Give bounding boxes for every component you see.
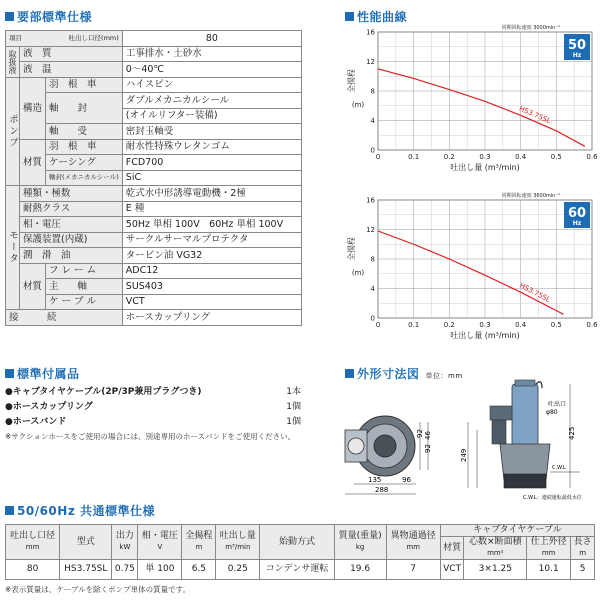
y-axis-label: 全揚程 [347, 237, 356, 261]
impeller-value: ハイスピン [122, 77, 301, 93]
x-tick-label: 0.5 [550, 321, 562, 329]
outline-drawing [340, 378, 595, 503]
common-spec-note: ※表示質量は、ケーブルを除くポンプ単体の質量です。 [5, 585, 191, 594]
group-material: 材質 [20, 139, 46, 186]
col-cable-od: 仕上外径 mm [527, 537, 571, 560]
spec-section-title: 要部標準仕様 [5, 8, 92, 25]
frame-label: フ レ ー ム [46, 263, 123, 279]
header-item-label: 項目 [9, 33, 22, 42]
insulation-label: 耐熱クラス [20, 201, 123, 217]
insulation-value: E 種 [122, 201, 301, 217]
x-tick-label: 0 [375, 153, 381, 161]
table-row [6, 560, 595, 580]
cell-outlet: 80 [6, 560, 60, 580]
phi80-label: φ80 [546, 409, 558, 416]
x-tick-label: 0.4 [515, 321, 527, 329]
lubricant-label: 潤 滑 油 [20, 248, 123, 264]
y-tick-label: 12 [366, 226, 375, 234]
dim-425: 425 [568, 426, 576, 440]
x-tick-label: 0.1 [408, 321, 420, 329]
accessory-label: ●ホースバンド [5, 417, 67, 427]
motor-type-label: 種類・極数 [20, 186, 123, 202]
x-tick-label: 0.5 [550, 153, 562, 161]
col-cable-cores: 心数×断面積 mm² [464, 537, 527, 560]
discharge-label: 吐出口 [548, 401, 567, 408]
cable-label: ケ ー ブ ル [46, 294, 123, 310]
dim-92: 92 [416, 429, 424, 438]
common-spec-title: 50/60Hz 共通標準仕様 [5, 502, 155, 519]
shaft-seal-label: 軸 封 [46, 93, 123, 124]
lubricant-value: タービン油 VG32 [122, 248, 301, 264]
phase-value: 50Hz 単相 100V 60Hz 単相 100V [122, 217, 301, 233]
y-tick-label: 8 [370, 87, 375, 96]
drawing-section-title: 外形寸法図 単位：mm [345, 365, 463, 382]
y-tick-label: 16 [366, 28, 375, 37]
bearing-value: 密封玉軸受 [122, 124, 301, 140]
motor-type-value: 乾式水中形誘導電動機・2極 [122, 186, 301, 202]
frequency-badge-value: 60 [567, 206, 587, 221]
cell-head: 6.5 [182, 560, 216, 580]
series-label: HS3.75SL [517, 104, 552, 126]
col-phase: 相・電圧 V [138, 525, 182, 560]
group-structure: 構造 [20, 77, 46, 139]
x-tick-label: 0.4 [515, 153, 527, 161]
liquid-quality-value: 工事排水・土砂水 [122, 46, 301, 62]
shaft-seal-value: ダブルメカニカルシール [122, 93, 301, 109]
y-tick-label: 4 [370, 117, 375, 125]
frequency-badge-value: 50 [567, 38, 587, 53]
cell-cable-od: 10.1 [527, 560, 571, 580]
x-tick-label: 0.2 [443, 321, 455, 329]
frame-value: ADC12 [122, 263, 301, 279]
speed-note: 同期回転速度 3600min⁻¹ [501, 193, 560, 199]
cell-mass: 19.6 [334, 560, 386, 580]
dim-46: 46 [424, 431, 432, 440]
col-cable-length: 長さ m [571, 537, 595, 560]
performance-chart-60hz [340, 188, 598, 348]
main-shaft-value: SUS403 [122, 279, 301, 295]
accessories-section-title: 標準付属品 [5, 365, 80, 382]
col-cable-material: 材質 [440, 537, 464, 560]
x-tick-label: 0.6 [586, 153, 598, 161]
cell-cable-cores: 3×1.25 [464, 560, 527, 580]
frequency-badge-unit: Hz [572, 52, 582, 59]
cell-output: 0.75 [112, 560, 138, 580]
accessory-qty: 1個 [286, 417, 301, 427]
col-cable-group: キャブタイヤケーブル [440, 525, 594, 537]
connection-value: ホースカップリング [122, 310, 301, 326]
dim-92b: 92 [424, 444, 432, 453]
y-axis-unit: (m) [351, 269, 365, 277]
mech-seal-label: 軸封(メカニカルシール) [46, 170, 123, 186]
connection-label: 接 続 [6, 310, 123, 326]
y-axis-label: 全揚程 [347, 69, 356, 93]
impeller-material-value: 耐水性特殊ウレタンゴム [122, 139, 301, 155]
group-motor: モータ [6, 186, 20, 310]
cable-value: VCT [122, 294, 301, 310]
series-label: HS3.75SL [518, 281, 552, 305]
casing-value: FCD700 [122, 155, 301, 171]
pump-bottom-view [345, 416, 415, 476]
cell-cable-material: VCT [440, 560, 464, 580]
x-axis-label: 吐出し量 (m³/min) [450, 163, 520, 172]
cell-phase: 単 100 [138, 560, 182, 580]
accessory-item [5, 414, 301, 427]
protection-label: 保護装置(内蔵) [20, 232, 123, 248]
x-tick-label: 0.1 [408, 153, 420, 161]
spec-table [5, 30, 302, 326]
cell-model: HS3.75SL [60, 560, 112, 580]
accessory-item [5, 384, 301, 397]
speed-note: 同期回転速度 3000min⁻¹ [501, 25, 560, 31]
drawing-unit: 単位：mm [425, 372, 463, 380]
col-output: 出力 kW [112, 525, 138, 560]
cwl-mark: C.W.L [552, 465, 566, 471]
dim-135: 135 [368, 476, 382, 484]
dim-249: 249 [460, 448, 468, 462]
x-axis-label: 吐出し量 (m³/min) [450, 331, 520, 340]
cwl-note: C.W.L：連続運転最低水位 [523, 495, 582, 501]
cell-flow: 0.25 [216, 560, 260, 580]
header-outlet-value: 80 [122, 31, 301, 47]
accessory-label: ●ホースカップリング [5, 402, 93, 412]
x-tick-label: 0.2 [443, 153, 455, 161]
group-liquid: 取扱液 [6, 46, 20, 77]
col-flow: 吐出し量 m³/min [216, 525, 260, 560]
accessory-label: ●キャブタイヤケーブル(2P/3P兼用プラグつき) [5, 387, 202, 397]
common-spec-table [5, 524, 595, 580]
cell-start: コンデンサ運転 [260, 560, 334, 580]
mech-seal-value: SiC [122, 170, 301, 186]
impeller-label: 羽 根 車 [46, 77, 123, 93]
phase-label: 相・電圧 [20, 217, 123, 233]
y-tick-label: 8 [370, 255, 375, 264]
header-outlet-label: 吐出し口径(mm) [68, 33, 119, 42]
y-tick-label: 0 [370, 314, 375, 323]
accessory-qty: 1本 [286, 387, 301, 397]
col-passage: 異物通過径 mm [386, 525, 440, 560]
y-tick-label: 4 [370, 285, 375, 293]
x-tick-label: 0.6 [586, 321, 598, 329]
bearing-label: 軸 受 [46, 124, 123, 140]
accessory-qty: 1個 [286, 402, 301, 412]
shaft-seal-note: (オイルリフター装備) [122, 108, 301, 124]
col-start: 始動方式 [260, 525, 334, 560]
x-tick-label: 0 [375, 321, 381, 329]
dim-96: 96 [402, 476, 411, 484]
dim-288: 288 [375, 486, 389, 494]
col-outlet: 吐出し口径 mm [6, 525, 60, 560]
col-model: 型式 [60, 525, 112, 560]
liquid-quality-label: 液 質 [20, 46, 123, 62]
col-mass: 質量(重量) kg [334, 525, 386, 560]
accessories-note: ※サクションホースをご使用の場合には、別途専用のホースバンドをご使用ください。 [5, 432, 296, 441]
casing-label: ケーシング [46, 155, 123, 171]
protection-value: サークルサーマルプロテクタ [122, 232, 301, 248]
group-motor-material: 材質 [20, 263, 46, 310]
performance-chart-50hz [340, 20, 598, 180]
y-tick-label: 12 [366, 58, 375, 66]
cell-cable-length: 5 [571, 560, 595, 580]
accessory-item [5, 399, 301, 412]
y-tick-label: 0 [370, 146, 375, 155]
col-head: 全揚程 m [182, 525, 216, 560]
curve-section-title: 性能曲線 [345, 8, 407, 25]
main-shaft-label: 主 軸 [46, 279, 123, 295]
y-axis-unit: (m) [351, 101, 365, 109]
y-tick-label: 16 [366, 196, 375, 205]
frequency-badge-unit: Hz [572, 220, 582, 227]
group-pump: ポンプ [6, 77, 20, 186]
x-tick-label: 0.3 [479, 321, 491, 329]
x-tick-label: 0.3 [479, 153, 491, 161]
cell-passage: 7 [386, 560, 440, 580]
liquid-temp-label: 液 温 [20, 62, 123, 78]
liquid-temp-value: 0～40℃ [122, 62, 301, 78]
pump-side-view [490, 380, 550, 488]
impeller-material-label: 羽 根 車 [46, 139, 123, 155]
